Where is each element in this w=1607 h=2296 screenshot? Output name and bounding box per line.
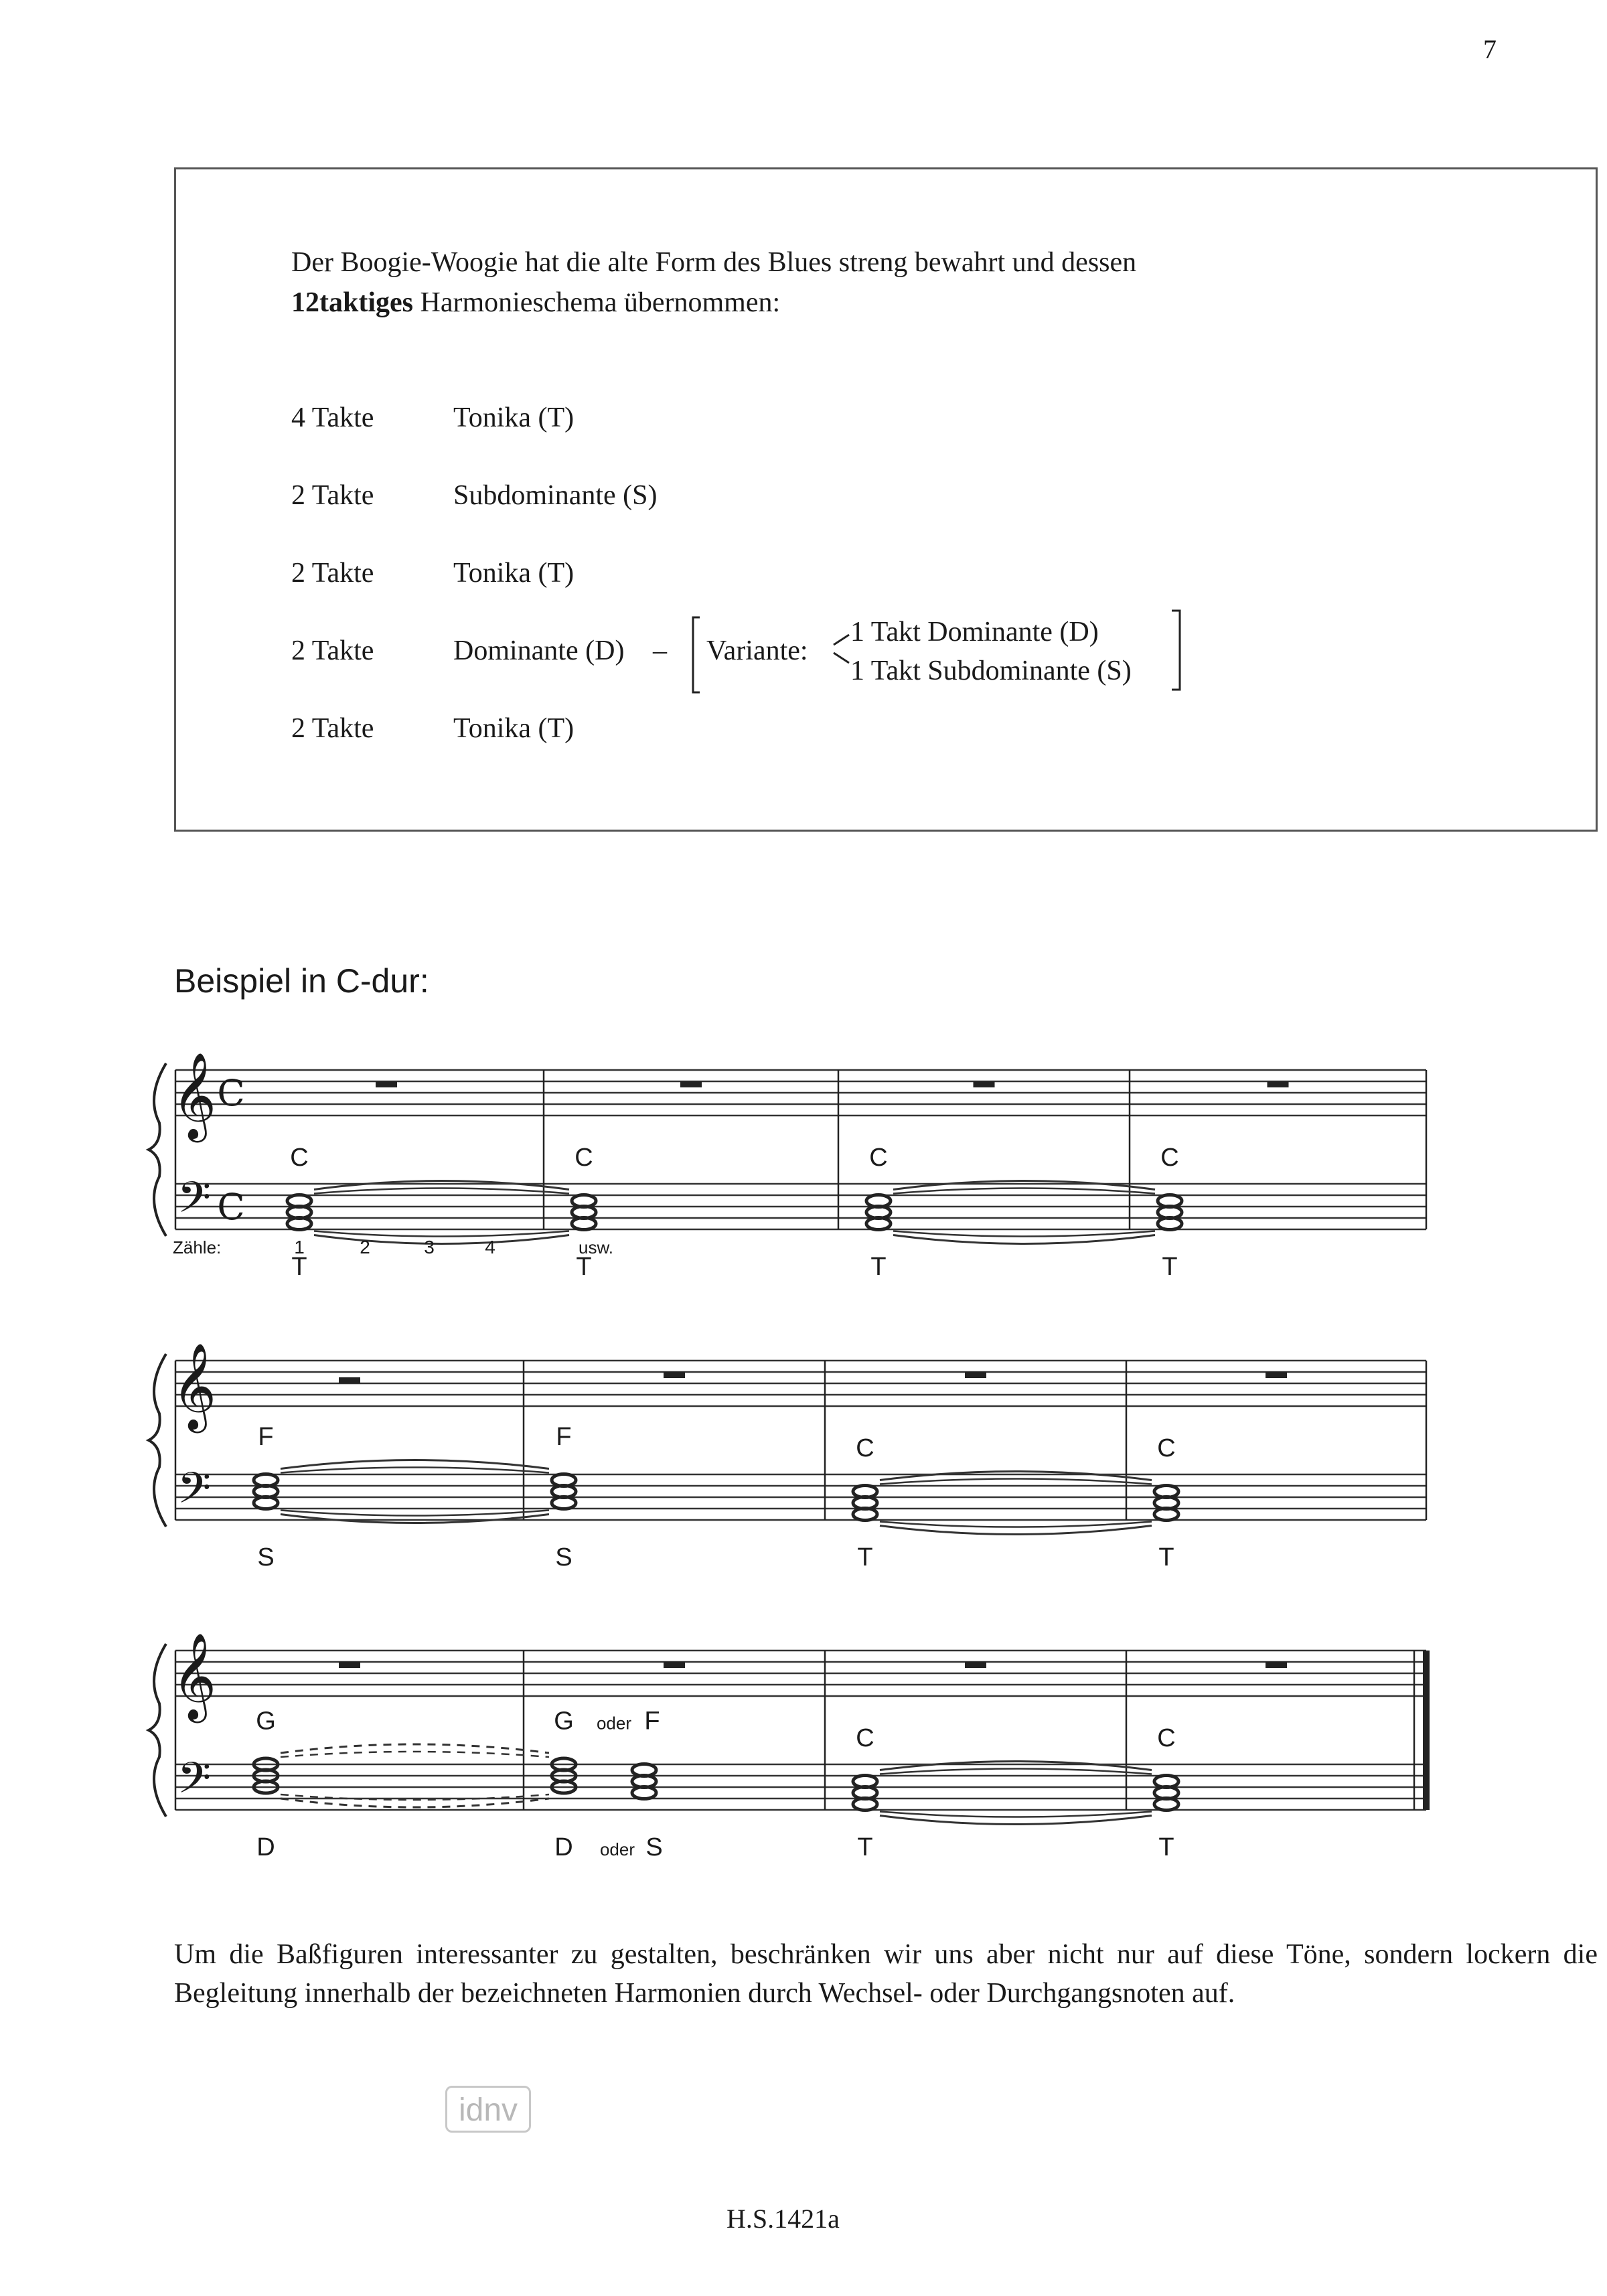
chord-symbol: C [869, 1144, 888, 1172]
harmonic-function: D [256, 1833, 275, 1861]
whole-rest [339, 1662, 360, 1668]
system-brace [149, 1644, 166, 1817]
harmonic-function: S [257, 1543, 275, 1572]
whole-rest [965, 1662, 986, 1668]
tie [281, 1468, 549, 1473]
system-brace [149, 1354, 166, 1527]
whole-rest [680, 1081, 702, 1087]
variant-option-2: 1 Takt Subdominante (S) [850, 656, 1132, 686]
chord-symbol: C [1157, 1724, 1176, 1752]
intro-line-2: Harmonieschema übernommen: [413, 287, 781, 318]
tie [281, 1511, 549, 1516]
bass-clef: 𝄢 [177, 1754, 212, 1814]
harmonic-function: T [576, 1253, 592, 1281]
variant-label: Variante: [706, 635, 808, 666]
variant-bracket-left [693, 617, 700, 692]
chord-symbol: F [258, 1423, 274, 1451]
page-number: 7 [1483, 34, 1497, 64]
scheme-function: Tonika (T) [453, 558, 575, 589]
bass-clef: 𝄢 [177, 1464, 212, 1524]
harmonic-function: D [554, 1833, 573, 1861]
chord-symbol: G [256, 1707, 276, 1736]
chord-symbol: C [575, 1144, 593, 1172]
count-label: Zähle: [173, 1237, 222, 1257]
scheme-function: Dominante (D) [453, 635, 625, 666]
outro-text: Um die Baßfiguren interessanter zu gestalten, beschränken wir uns aber nicht nur auf diese Töne, sondern lockern die Begleitung innerhalb der bezeichneten Harmonien durch Wechsel- oder Durchgangsnoten auf. [174, 1939, 1598, 2009]
count-usw: usw. [578, 1237, 614, 1257]
scheme-length: 2 Takte [291, 635, 374, 666]
alt-harmonic-function: S [645, 1833, 663, 1861]
tie [880, 1522, 1152, 1527]
common-time-treble: C [217, 1072, 245, 1114]
system-brace [149, 1063, 166, 1236]
count-beat: 4 [485, 1237, 495, 1257]
count-beat: 1 [294, 1237, 305, 1257]
variant-branch-down [834, 653, 849, 663]
scheme-length: 2 Takte [291, 713, 374, 744]
count-beat: 2 [360, 1237, 370, 1257]
harmonic-function: T [1158, 1833, 1174, 1861]
whole-rest [974, 1081, 995, 1087]
whole-rest [1266, 1372, 1287, 1378]
tie [880, 1812, 1152, 1817]
harmonic-function: T [1158, 1543, 1174, 1572]
harmonic-function: S [555, 1543, 572, 1572]
scheme-function: Tonika (T) [453, 713, 575, 744]
scheme-function: Tonika (T) [453, 402, 575, 433]
whole-rest [664, 1372, 685, 1378]
tie [281, 1752, 549, 1757]
publisher-logo: idnv [445, 2086, 531, 2133]
harmonic-function: T [857, 1543, 873, 1572]
treble-clef: 𝄞 [171, 1052, 217, 1139]
harmonic-function: T [1162, 1253, 1178, 1281]
tie [893, 1231, 1155, 1237]
treble-clef: 𝄞 [171, 1343, 217, 1430]
chord-symbol: C [856, 1434, 874, 1462]
common-time-bass: C [217, 1186, 245, 1228]
whole-rest [664, 1662, 685, 1668]
whole-rest [1266, 1662, 1287, 1668]
count-beat: 3 [424, 1237, 435, 1257]
oder-label: oder [599, 1839, 635, 1859]
variant-option-1: 1 Takt Dominante (D) [850, 617, 1099, 647]
footer-catalog-number: H.S.1421a [726, 2204, 840, 2234]
whole-rest [339, 1377, 360, 1383]
harmonic-function: T [857, 1833, 873, 1861]
tie [893, 1189, 1155, 1194]
variant-dash: – [653, 635, 667, 666]
scheme-function: Subdominante (S) [453, 480, 658, 511]
example-heading: Beispiel in C-dur: [174, 962, 429, 1000]
scheme-length: 2 Takte [291, 480, 374, 511]
bass-clef: 𝄢 [177, 1173, 212, 1233]
chord-symbol: C [290, 1144, 309, 1172]
tie [880, 1769, 1152, 1774]
harmonic-function: T [870, 1253, 887, 1281]
whole-rest [1268, 1081, 1289, 1087]
alt-chord-symbol: F [644, 1707, 660, 1736]
whole-rest [376, 1081, 397, 1087]
chord-symbol: C [1160, 1144, 1179, 1172]
oder-label: oder [596, 1713, 632, 1734]
variant-bracket-right [1172, 611, 1180, 690]
variant-branch-up [834, 635, 849, 645]
tie [314, 1189, 569, 1194]
chord-symbol: F [556, 1423, 572, 1451]
intro-bold-word: 12taktiges [291, 287, 413, 318]
scheme-length: 4 Takte [291, 402, 374, 433]
intro-line-1: Der Boogie-Woogie hat die alte Form des Blues streng bewahrt und dessen [291, 247, 1137, 278]
treble-clef: 𝄞 [171, 1632, 217, 1719]
chord-symbol: C [856, 1724, 874, 1752]
chord-symbol: G [554, 1707, 574, 1736]
harmonic-function: T [291, 1253, 307, 1281]
scheme-length: 2 Takte [291, 558, 374, 589]
tie [314, 1231, 569, 1237]
chord-symbol: C [1157, 1434, 1176, 1462]
tie [880, 1479, 1152, 1484]
whole-rest [965, 1372, 986, 1378]
